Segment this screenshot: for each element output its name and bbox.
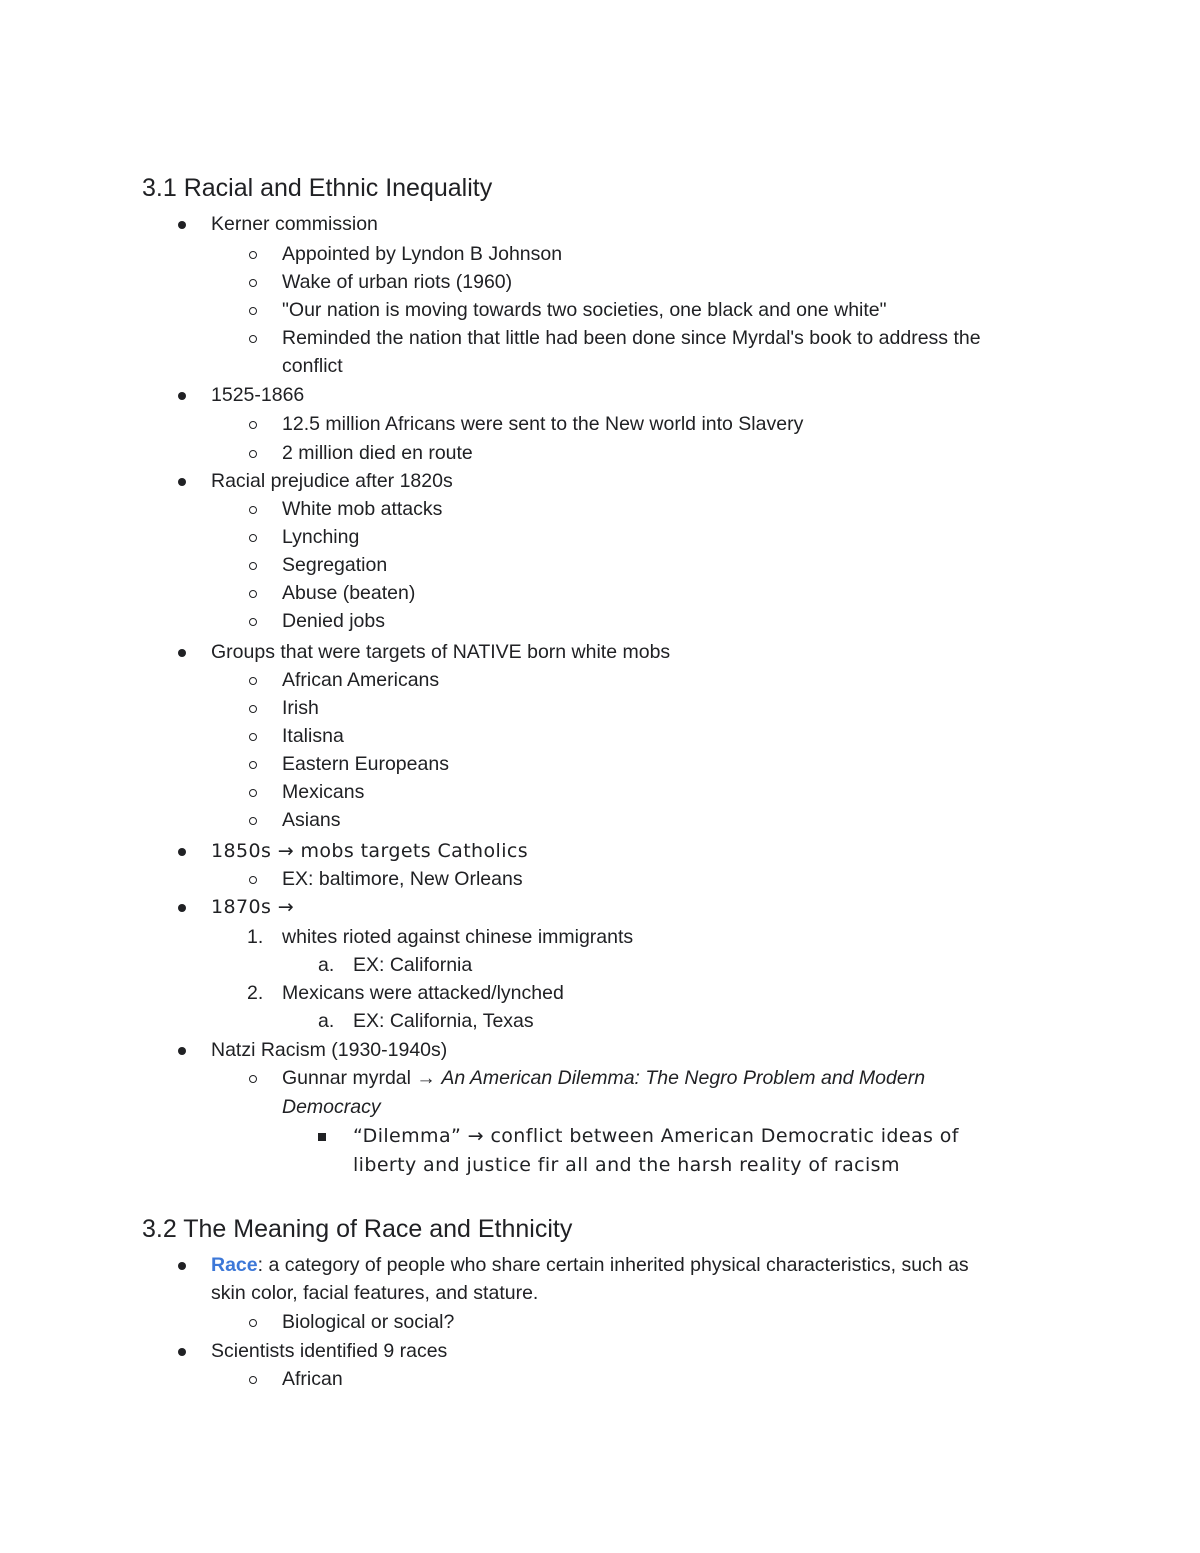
sub-item: Italisna	[282, 725, 344, 747]
keyword-race: Race	[211, 1254, 258, 1276]
sub-item: 2 million died en route	[282, 442, 473, 464]
list-item-natzi: Natzi Racism (1930-1940s)	[211, 1039, 448, 1061]
bullet-circle	[249, 590, 257, 598]
numbered-marker: 1.	[247, 926, 264, 948]
bullet-dot	[178, 1262, 186, 1270]
sub-item: Mexicans	[282, 781, 365, 803]
race-definition-continued: skin color, facial features, and stature.	[211, 1282, 539, 1304]
bullet-circle	[249, 876, 257, 884]
bullet-dot	[178, 649, 186, 657]
sub-item: Lynching	[282, 526, 360, 548]
book-title: An American Dilemma: The Negro Problem and Modern	[441, 1067, 926, 1089]
bullet-circle	[249, 279, 257, 287]
list-item-kerner: Kerner commission	[211, 213, 378, 235]
section-heading-3-2: 3.2 The Meaning of Race and Ethnicity	[142, 1215, 573, 1243]
bullet-circle	[249, 761, 257, 769]
bullet-circle	[249, 421, 257, 429]
sub-item: Denied jobs	[282, 610, 385, 632]
bullet-circle	[249, 789, 257, 797]
myrdal-prefix: Gunnar myrdal →	[282, 1067, 442, 1089]
numbered-item: Mexicans were attacked/lynched	[282, 982, 564, 1004]
bullet-circle	[249, 677, 257, 685]
bullet-circle	[249, 534, 257, 542]
bullet-square	[318, 1133, 326, 1141]
book-title-continued: Democracy	[282, 1096, 381, 1118]
lettered-marker: a.	[318, 1010, 335, 1032]
bullet-circle	[249, 307, 257, 315]
sub-item: African	[282, 1368, 343, 1390]
bullet-dot	[178, 904, 186, 912]
list-item-prejudice: Racial prejudice after 1820s	[211, 470, 453, 492]
list-item-slavery: 1525-1866	[211, 384, 305, 406]
bullet-dot	[178, 1047, 186, 1055]
sub-item: 12.5 million Africans were sent to the New world into Slavery	[282, 413, 804, 435]
bullet-circle	[249, 618, 257, 626]
sub-item: "Our nation is moving towards two societies, one black and one white"	[282, 299, 887, 321]
bullet-circle	[249, 1319, 257, 1327]
bullet-circle	[249, 450, 257, 458]
sub-item: Appointed by Lyndon B Johnson	[282, 243, 563, 265]
sub-item: Reminded the nation that little had been done since Myrdal's book to address the	[282, 327, 981, 349]
list-item-scientists: Scientists identified 9 races	[211, 1340, 448, 1362]
lettered-item: EX: California	[353, 954, 473, 976]
bullet-circle	[249, 733, 257, 741]
sub-item: Irish	[282, 697, 319, 719]
list-item-race	[211, 1251, 969, 1279]
bullet-circle	[249, 506, 257, 514]
sub-item: Eastern Europeans	[282, 753, 449, 775]
race-definition: : a category of people who share certain inherited physical characteristics, such as	[257, 1254, 969, 1276]
section-heading-3-1: 3.1 Racial and Ethnic Inequality	[142, 174, 493, 202]
list-item-catholics: 1850s → mobs targets Catholics	[211, 840, 529, 862]
numbered-marker: 2.	[247, 982, 264, 1004]
bullet-circle	[249, 705, 257, 713]
bullet-circle	[249, 251, 257, 259]
sub-item: White mob attacks	[282, 498, 443, 520]
sub-item-myrdal	[282, 1064, 925, 1092]
list-item-groups: Groups that were targets of NATIVE born white mobs	[211, 641, 671, 663]
lettered-item: EX: California, Texas	[353, 1010, 534, 1032]
bullet-circle	[249, 817, 257, 825]
sub-item: Wake of urban riots (1960)	[282, 271, 513, 293]
bullet-dot	[178, 392, 186, 400]
numbered-item: whites rioted against chinese immigrants	[282, 926, 634, 948]
bullet-circle	[249, 335, 257, 343]
dilemma-item: “Dilemma” → conflict between American Democratic ideas of	[353, 1125, 959, 1147]
bullet-dot	[178, 1348, 186, 1356]
bullet-circle	[249, 1376, 257, 1384]
sub-item: Segregation	[282, 554, 388, 576]
sub-item: Abuse (beaten)	[282, 582, 416, 604]
list-item-chinese: 1870s →	[211, 896, 295, 918]
dilemma-item-continued: liberty and justice fir all and the harsh reality of racism	[353, 1154, 900, 1176]
sub-item-continued: conflict	[282, 355, 343, 377]
bullet-dot	[178, 221, 186, 229]
sub-item: Biological or social?	[282, 1311, 455, 1333]
sub-item: Asians	[282, 809, 341, 831]
bullet-circle	[249, 562, 257, 570]
bullet-dot	[178, 848, 186, 856]
bullet-dot	[178, 478, 186, 486]
lettered-marker: a.	[318, 954, 335, 976]
bullet-circle	[249, 1075, 257, 1083]
sub-item: African Americans	[282, 669, 440, 691]
sub-item: EX: baltimore, New Orleans	[282, 868, 523, 890]
